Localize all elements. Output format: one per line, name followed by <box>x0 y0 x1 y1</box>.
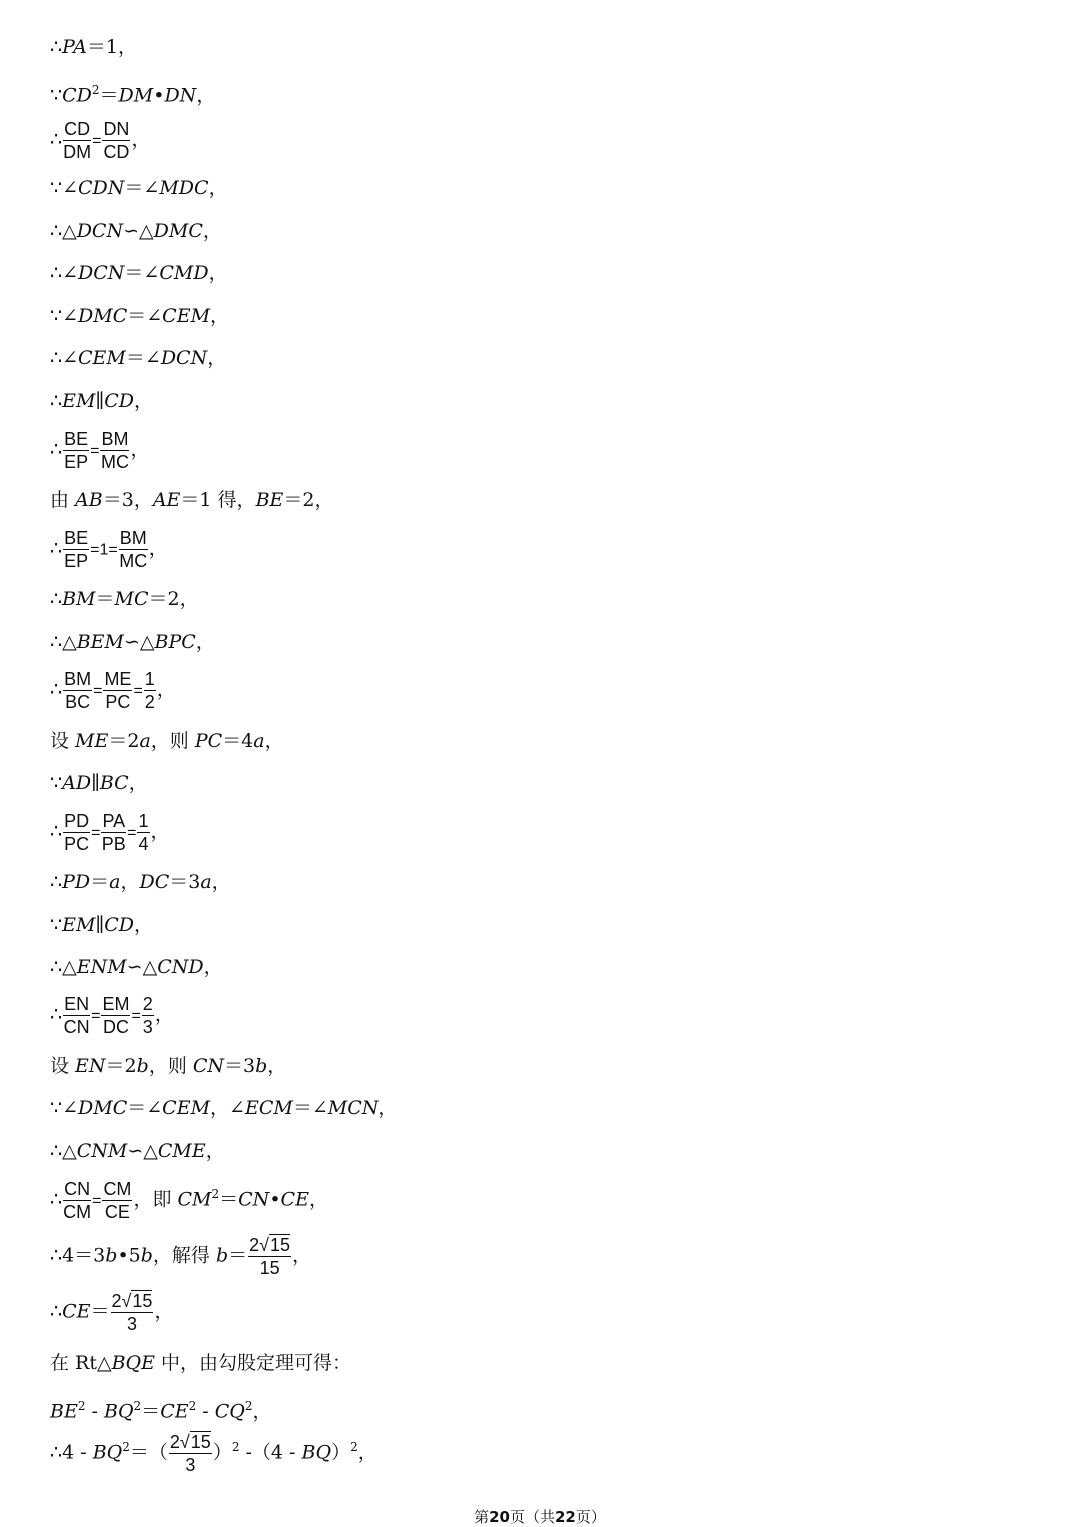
line-4: ∵∠CDN＝∠MDC， <box>50 177 228 199</box>
line-10: ∴ $\frac{BE}{EP}$ = $\frac{BM}{MC}$ ， <box>50 429 150 472</box>
line-1: ∴PA＝1， <box>50 36 137 58</box>
line-21: ∴△ENM∽△CND， <box>50 956 223 978</box>
line-3: ∴ $\frac{CD}{DM}$ = $\frac{DN}{CD}$ ， <box>50 119 151 162</box>
line-27: ∴4＝3b•5b，解得 b＝ $\frac{2√15}{15}$ ， <box>50 1235 312 1278</box>
line-19: ∴PD＝a，DC＝3a， <box>50 871 231 893</box>
line-15: ∴ $\frac{BM}{BC}$ = $\frac{ME}{PC}$ = $\frac{1}{2}$ ， <box>50 669 176 712</box>
line-29: 在 Rt△BQE 中，由勾股定理可得： <box>50 1352 352 1374</box>
line-5: ∴△DCN∽△DMC， <box>50 220 222 242</box>
line-6: ∴∠DCN＝∠CMD， <box>50 262 228 284</box>
line-17: ∵AD∥BC， <box>50 772 148 794</box>
line-24: ∵∠DMC＝∠CEM，∠ECM＝∠MCN， <box>50 1097 398 1119</box>
line-12: ∴ $\frac{BE}{EP}$ =1= $\frac{BM}{MC}$ ， <box>50 528 168 571</box>
line-20: ∵EM∥CD， <box>50 914 153 936</box>
page-footer: 第20页（共22页） <box>474 1508 606 1526</box>
line-18: ∴ $\frac{PD}{PC}$ = $\frac{PA}{PB}$ = $\frac{1}{4}$ ， <box>50 811 170 854</box>
line-2: $\because CD^2=DM•DN$， <box>50 83 216 107</box>
line-26: ∴ $\frac{CN}{CM}$ = $\frac{CM}{CE}$ ，即 $CM^2=CN•CE$， <box>50 1179 328 1222</box>
line-23: 设 EN＝2b，则 CN＝3b， <box>50 1055 287 1077</box>
line-28: ∴CE＝ $\frac{2√15}{3}$ ， <box>50 1291 174 1334</box>
line-8: ∴∠CEM＝∠DCN， <box>50 347 227 369</box>
line-31: ∴4 - $BQ^2=$（ $\frac{2√15}{3}$ ）$^2$ -（4 - BQ）$^2$， <box>50 1432 377 1475</box>
line-14: ∴△BEM∽△BPC， <box>50 631 215 653</box>
line-9: ∴EM∥CD， <box>50 390 153 412</box>
line-30: $BE^2 - BQ^2=CE^2 - CQ^2$， <box>50 1399 272 1423</box>
line-25: ∴△CNM∽△CME， <box>50 1140 225 1162</box>
line-11: 由 AB＝3，AE＝1 得，BE＝2， <box>50 489 334 511</box>
line-7: ∵∠DMC＝∠CEM， <box>50 305 230 327</box>
line-13: ∴BM＝MC＝2， <box>50 588 199 610</box>
line-22: ∴ $\frac{EN}{CN}$ = $\frac{EM}{DC}$ = $\frac{2}{3}$ ， <box>50 994 174 1037</box>
line-16: 设 ME＝2a，则 PC＝4a， <box>50 730 284 752</box>
